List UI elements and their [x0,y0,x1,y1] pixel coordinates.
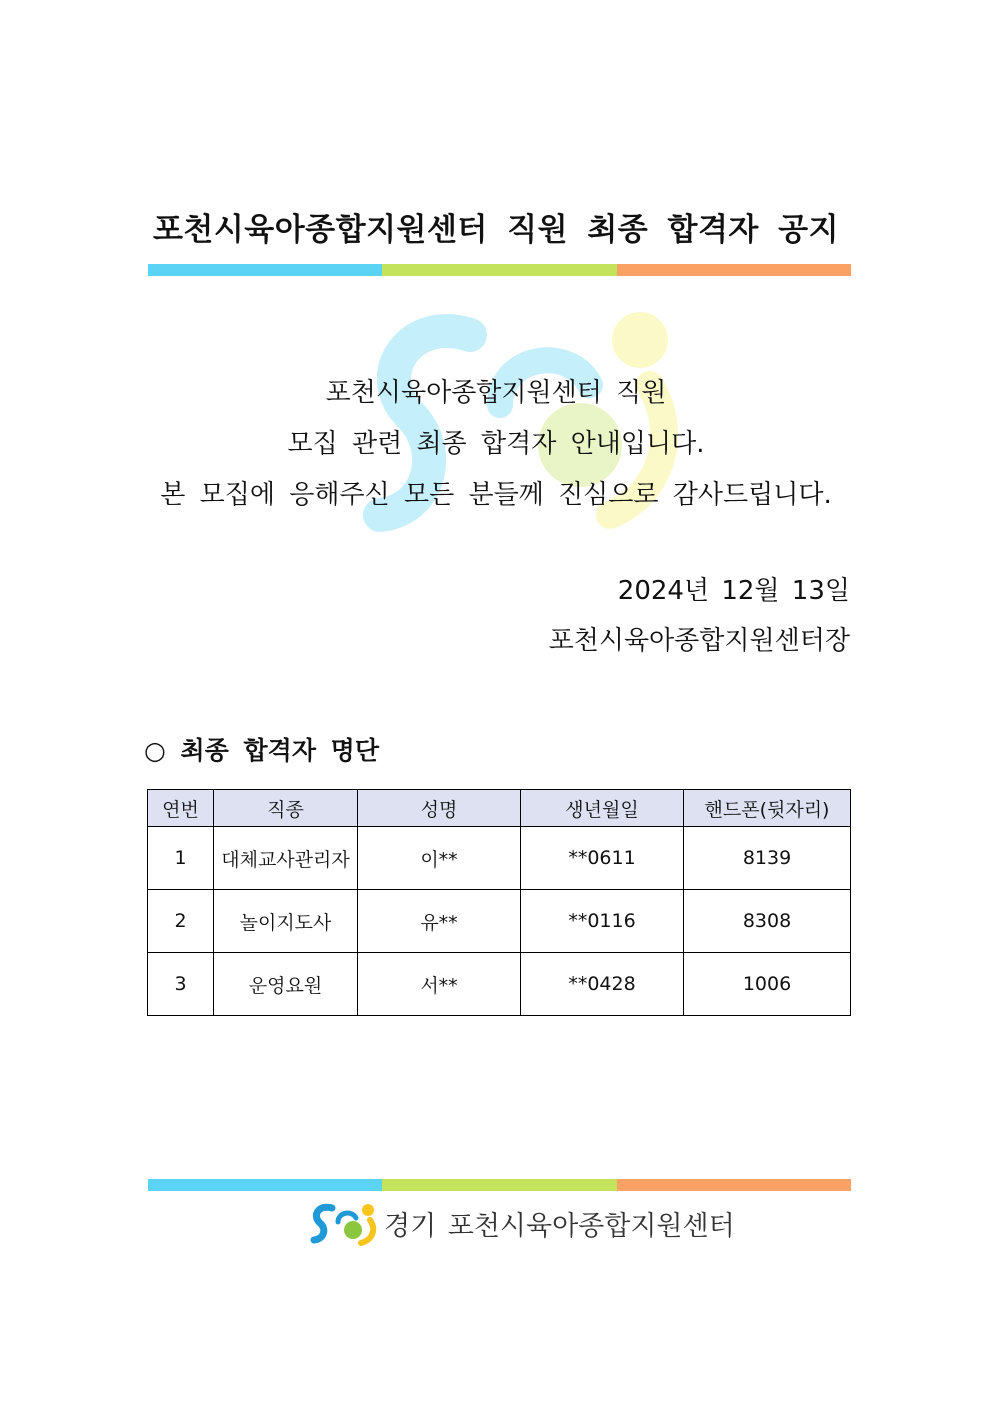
cell-name: 서** [358,953,521,1016]
table-row [148,827,851,890]
footer [308,1199,735,1247]
notice-date: 2024년 12월 13일 [617,576,850,606]
signer: 포천시육아종합지원센터장 [548,626,850,656]
table-row [148,953,851,1016]
header-birthdate: 생년월일 [521,790,684,827]
header-no: 연번 [148,790,214,827]
table-row [148,890,851,953]
intro-line-2: 모집 관련 최종 합격자 안내입니다. [287,429,705,459]
page-title: 포천시육아종합지원센터 직원 최종 합격자 공지 [152,212,840,248]
bar-segment-blue [148,1179,382,1191]
cell-phone: 8308 [684,890,851,953]
cell-birthdate: **0116 [521,890,684,953]
header-phone: 핸드폰(뒷자리) [684,790,851,827]
cell-no: 2 [148,890,214,953]
cell-job: 운영요원 [214,953,358,1016]
cell-phone: 8139 [684,827,851,890]
bar-segment-green [382,1179,616,1191]
cell-job: 대체교사관리자 [214,827,358,890]
header-name: 성명 [358,790,521,827]
footer-org-name: 경기 포천시육아종합지원센터 [384,1210,735,1242]
cell-no: 1 [148,827,214,890]
cell-name: 이** [358,827,521,890]
intro-line-1: 포천시육아종합지원센터 직원 [325,378,667,408]
center-logo-icon [308,1200,380,1246]
cell-no: 3 [148,953,214,1016]
final-candidates-table [147,789,851,1016]
bar-segment-orange [617,1179,851,1191]
table-header-row [148,790,851,827]
bar-segment-green [382,264,616,276]
cell-birthdate: **0611 [521,827,684,890]
cell-phone: 1006 [684,953,851,1016]
bar-segment-blue [148,264,382,276]
intro-line-3: 본 모집에 응해주신 모든 분들께 진심으로 감사드립니다. [160,480,832,510]
section-heading: ○ 최종 합격자 명단 [144,736,379,765]
cell-name: 유** [358,890,521,953]
bar-segment-orange [617,264,851,276]
bottom-color-bar [148,1179,851,1191]
top-color-bar [148,264,851,276]
header-job: 직종 [214,790,358,827]
cell-job: 놀이지도사 [214,890,358,953]
cell-birthdate: **0428 [521,953,684,1016]
